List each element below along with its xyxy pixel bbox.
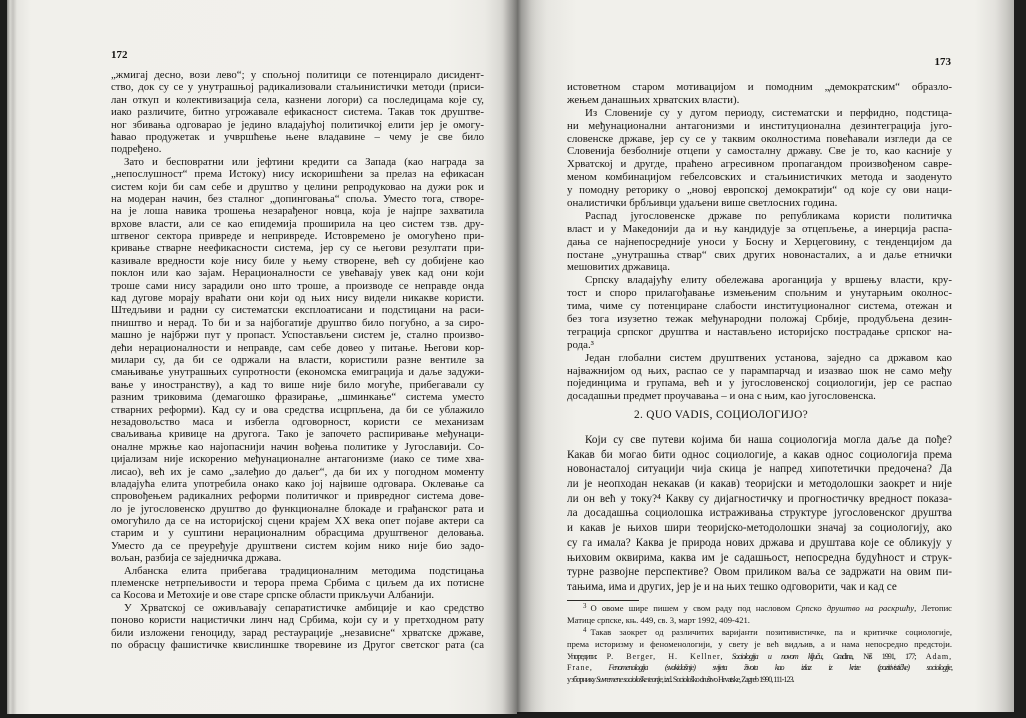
line-text: систем који би сам себе и друштво у целини репродуковао на дужи рок и xyxy=(111,180,484,193)
line-text: Словенија безболније отцепи у самосталну државу. Све је то, као касније у xyxy=(567,145,952,158)
text-line xyxy=(567,536,952,551)
footnote-text: према историзму и феноменологији, у свету је већ видљив, а и нама непосредно предстоји. xyxy=(567,638,952,649)
line-text: Распад југословенске државе по републикама користи политичка xyxy=(585,209,952,222)
footnote-text: Упоредити: xyxy=(567,651,607,661)
line-text: Хрватској и другде, праћено агресивном пропагандом произвођеном савре- xyxy=(567,158,952,171)
line-text: оналне мржње као најопаснији начин вођења политике у Југославији. Со- xyxy=(111,440,484,453)
footnote-text: , xyxy=(950,663,952,673)
text-line xyxy=(111,131,484,143)
line-text: ли је неопходан некакав (и какав) теоријски и методолошки заокрет и није xyxy=(567,478,952,491)
line-text: најважнијом од њих, распао се у парампарчад и изазвао шок не само међу xyxy=(567,364,952,377)
footnote-number: 3 xyxy=(583,602,587,610)
line-text: племенске нетрпељивости и терора према Србима с циљем да их потисне xyxy=(111,577,484,590)
line-text: без тога изузетно тежак међународни положај Србије, продубљена дезин- xyxy=(567,313,952,326)
line-text: новонасталој ситуацији чија скица је напред хипотетички предочена? Да xyxy=(567,463,952,476)
line-text: њиховим оквирима, каква им је садашњост, непосредна будућност и струк- xyxy=(567,551,952,564)
line-text: ство, док су се у унутрашњој радикализовали стаљинистички методи (приси- xyxy=(111,81,484,94)
text-line xyxy=(111,391,484,403)
line-text: иако различите, битно угрожавале ефикасност система. Такав ток друштве- xyxy=(111,106,484,119)
line-text: смањивање унутрашњих супротности (економска емиграција и даље задужи- xyxy=(111,366,484,379)
text-line xyxy=(111,503,484,515)
footnote-line-text xyxy=(583,627,952,637)
line-text: су га имала? Каква је природа нових држава и друштава које се обликују у xyxy=(567,536,952,549)
line-text: Један глобални систем друштвених установа, заједно са државом као xyxy=(585,351,952,364)
text-line xyxy=(111,156,484,168)
footnote-line-text xyxy=(567,663,952,672)
text-line xyxy=(111,404,484,416)
footnote-text: , xyxy=(589,663,609,673)
text-line xyxy=(111,143,484,155)
line-text: троше сами нису зарадили оно што троше, а производе се неправде онда xyxy=(111,279,484,292)
line-text: рода.³ xyxy=(567,338,594,351)
text-line xyxy=(567,249,952,262)
line-text: стварних реформи). Кад су и ова средства исцрпљена, да би се ублажило xyxy=(111,403,484,416)
text-line xyxy=(567,551,952,566)
text-line xyxy=(111,466,484,478)
paragraph xyxy=(567,274,952,351)
text-line xyxy=(111,639,484,651)
line-text: ног збивања одговарао је једино владајућој политичкој елити јер је омогу- xyxy=(111,118,484,131)
line-text: на је лоша навика трошења незарађеног новца, која је најпре захватила xyxy=(111,205,484,218)
line-text: тима, чиме су потенциране слабости институционалног система, отежан и xyxy=(567,300,952,313)
text-line xyxy=(111,119,484,131)
line-text: поклон или као зајам. Нерационалности се увећавају увек кад они који xyxy=(111,267,484,280)
text-line xyxy=(111,317,484,329)
line-text: жењем данашњих хрватских власти). xyxy=(567,93,740,106)
text-line xyxy=(111,602,484,614)
footnote xyxy=(567,603,952,627)
text-line xyxy=(111,280,484,292)
text-line xyxy=(567,158,952,171)
text-line xyxy=(111,565,484,577)
text-line xyxy=(111,478,484,490)
line-text: истоветном старом мотивацијом и помодним „демократским“ образло- xyxy=(567,81,952,93)
text-line xyxy=(111,540,484,552)
line-text: лисао), већ их је само „залеђио до даљег“, да би их у погодном моменту xyxy=(111,465,484,478)
text-line xyxy=(567,81,952,94)
line-text: незадовољство маса и избегла одговорност, користи се механизам xyxy=(111,415,484,428)
line-text: по обрасцу фашистичке квислиншке творевине из Другог светског рата (са xyxy=(111,638,484,651)
line-text: досадашњи предмет проучавања – и она с њим, као југословенска. xyxy=(567,390,876,403)
line-text: Из Словеније су у дугом периоду, систематски и перфидно, подстица- xyxy=(585,106,952,119)
text-line xyxy=(111,342,484,354)
text-line xyxy=(567,287,952,300)
line-text: ло је југословенско друштво до функционалне блокаде и грађанског рата и xyxy=(111,502,484,515)
left-page-body-text xyxy=(111,69,484,651)
line-text: тањима, има и других, јер је и на њих тешко одговорити, чак и кад се xyxy=(567,580,897,593)
text-line xyxy=(567,565,952,580)
footnote-line xyxy=(567,662,952,674)
text-line xyxy=(567,197,952,210)
text-line xyxy=(111,168,484,180)
page-number: 173 xyxy=(934,56,951,68)
footnote-number: 4 xyxy=(583,626,587,634)
text-line xyxy=(111,267,484,279)
footnote-text: у зборнику xyxy=(567,675,596,685)
line-text: тост и споро прилагођавање измењеним спољним и унутарњим околнос- xyxy=(567,287,952,300)
line-text: вање у иностранству), а кад то више није било могуће, прибегавали су xyxy=(111,378,484,391)
text-line xyxy=(111,193,484,205)
footnote-line xyxy=(567,603,952,615)
line-text: и какав је њихов шири теоријско-методолошки значај за социологију, ако xyxy=(567,522,952,535)
footnote-text: Матице српске, књ. 449, св. 3, март 1992, 409-421. xyxy=(567,614,750,625)
footnote-text: , Летопис xyxy=(914,603,952,613)
text-line xyxy=(111,416,484,428)
text-line xyxy=(567,377,952,390)
paragraph xyxy=(111,602,484,652)
footnote-text: Такав заокрет од различитих варијанти позитивистичке, па и критичке социологије, xyxy=(590,626,952,637)
text-line xyxy=(567,300,952,313)
line-text: кривање стварне неефикасности система, јер су се његови резултати при- xyxy=(111,242,484,255)
footnote-text: Adam, xyxy=(925,651,953,661)
text-line xyxy=(111,441,484,453)
paragraph xyxy=(111,69,484,156)
text-line xyxy=(111,627,484,639)
text-line xyxy=(111,614,484,626)
line-text: дања се најнепосредније уноси у Босну и Херцеговину, с тенденцијом да xyxy=(567,235,952,248)
text-line xyxy=(567,120,952,133)
text-line xyxy=(567,184,952,197)
text-line xyxy=(111,354,484,366)
paragraph xyxy=(567,107,952,210)
line-text: „непослушност“ према Истоку) нису искоришћени за прелаз на ефикасан xyxy=(111,168,484,181)
text-line xyxy=(567,462,952,477)
line-text: „жмигај десно, вози лево“; у спољној политици се потенцирало дисидент- xyxy=(111,69,484,81)
text-line xyxy=(111,379,484,391)
text-line xyxy=(567,365,952,378)
line-text: Албанска елита прибегава традиционалним методима подстицања xyxy=(124,564,484,577)
paragraph xyxy=(567,352,952,404)
line-text: спровођењем радикалних реформи политичког и привредног система дове- xyxy=(111,490,484,503)
line-text: теграција српског друштва и настављено историјско пострадање српског на- xyxy=(567,325,952,338)
text-line xyxy=(111,181,484,193)
text-line xyxy=(567,580,952,595)
line-text: Зато и бесповратни или јефтини кредити са Запада (као награда за xyxy=(124,155,484,168)
text-line xyxy=(111,242,484,254)
line-text: оналистички брбљивци удаљени више светлосних година. xyxy=(567,197,838,210)
text-line xyxy=(111,329,484,341)
text-line xyxy=(567,390,952,403)
footnote xyxy=(567,627,952,686)
line-text: старим и у суштини нерационалним обрасцима друштвеног деловања. xyxy=(111,527,484,540)
text-line xyxy=(111,366,484,378)
text-line xyxy=(567,506,952,521)
line-text: постане „унутрашња ствар“ свих других новонасталих, а и даље етнички xyxy=(567,248,952,261)
line-text: пништво и нерад. То би и за најбогатије друштво било погубно, а за сиро- xyxy=(111,316,484,329)
text-line xyxy=(111,428,484,440)
line-text: омогућило да се на историјској сцени крајем XX века опет појаве актери са xyxy=(111,515,484,528)
line-text: У Хрватској се оживљавају сепаратистичке амбиције и као средство xyxy=(124,601,484,614)
text-line xyxy=(567,326,952,339)
line-text: поново користи нацистички линч над Србима, који су и у претходном рату xyxy=(111,614,484,627)
line-text: лан откуп и колективизација села, казнени логори) са последицама које су, xyxy=(111,93,484,106)
line-text: подређено. xyxy=(111,143,162,156)
text-line xyxy=(111,577,484,589)
line-text: вољан, разбија се заједничка држава. xyxy=(111,552,282,565)
page-number: 172 xyxy=(111,49,128,61)
footnote-text: Frane xyxy=(567,663,590,673)
line-text: ли он већ у току?⁴ Какву су дијагностичку и прогностичку вредност показа- xyxy=(567,492,952,505)
line-text: штвеног сектора привреде и непривреде. Истовремено је омогућено при- xyxy=(111,230,484,243)
text-line xyxy=(111,304,484,316)
footnote-text: , xyxy=(720,651,732,661)
line-text: машно је најбржи пут у пропаст. Успостављени систем је, стално произво- xyxy=(111,329,484,342)
line-text: ла досадашња социолошка истраживања структуре југословенског друштва xyxy=(567,507,952,520)
text-line xyxy=(567,107,952,120)
footnote-line-text xyxy=(583,603,952,613)
line-text: кад дугове морају враћати они који од њих нису видели никакве користи. xyxy=(111,292,484,305)
line-text: власт и у Македонији да и њу кандидује за отцепљење, а инерција распа- xyxy=(567,222,952,235)
line-text: цијализам није искоренио међунационалне антагонизме (иако се тиме хва- xyxy=(111,453,484,466)
text-line xyxy=(111,230,484,242)
text-line xyxy=(567,433,952,448)
text-line xyxy=(111,527,484,539)
paragraph xyxy=(111,565,484,602)
footnote-title: Fenomenologija (svakidašnje) svijeta života kao izlaz iz krize (pozitivističke) sociologije xyxy=(608,663,951,673)
text-line xyxy=(567,236,952,249)
section-body-text xyxy=(567,433,952,595)
footnote-title: Sociologija u novom ključu xyxy=(731,651,822,661)
line-text: Штедљиви и радни су систематски експлоатисани и подстицани на раси- xyxy=(111,304,484,317)
text-line xyxy=(567,352,952,365)
text-line xyxy=(567,339,952,352)
footnote-text: О овоме шире пишем у свом раду под насловом xyxy=(590,603,796,613)
footnote-line xyxy=(567,627,952,639)
footnote-title: Српско друштво на раскршћу xyxy=(795,603,915,613)
line-text: словенске државе, јер су се у таквим околностима повећавали изгледи да се xyxy=(567,132,952,145)
line-text: турне развојне перспективе? Овом приликом ваља се задржати на овим пи- xyxy=(567,566,952,579)
paragraph xyxy=(567,81,952,107)
line-text: Уместо да се преуређује друштвени систем којим нико није био задо- xyxy=(111,539,484,552)
line-text: ћавао продужетак и учвршћење њене владавине – чему је све било xyxy=(111,130,484,143)
footnote-line xyxy=(567,651,952,663)
section-heading: 2. QUO VADIS, СОЦИОЛОГИЈО? xyxy=(634,409,808,421)
footnote-title: Suvremene sociološke teorije xyxy=(595,675,662,685)
footnote-line xyxy=(567,674,952,686)
line-text: врхове власти, али се као епидемија проширила на цео систем тзв. дру- xyxy=(111,217,484,230)
footnote-line-text xyxy=(567,652,952,661)
text-line xyxy=(111,94,484,106)
text-line xyxy=(111,255,484,267)
line-text: појединцима и групама, већ и у југословенској социологији, јер се распао xyxy=(567,377,952,390)
text-line xyxy=(111,106,484,118)
text-line xyxy=(567,313,952,326)
text-line xyxy=(567,448,952,463)
line-text: разним триковима (демагошко фразирање, „шминкање“ система уместо xyxy=(111,391,484,404)
text-line xyxy=(567,492,952,507)
line-text: меном комбинацијом гебелсовских и стаљинистичких метода и заоденуто xyxy=(567,171,952,184)
paragraph xyxy=(567,210,952,274)
line-text: Какав би могао бити однос социологије, а какав однос социологија према xyxy=(567,448,952,461)
text-line xyxy=(567,521,952,536)
line-text: Који су све путеви којима би наша социологија могла даље да пође? xyxy=(585,434,952,446)
text-line xyxy=(111,205,484,217)
right-page xyxy=(517,0,1014,712)
text-line xyxy=(567,223,952,236)
footnotes xyxy=(567,603,952,686)
right-page-body-text xyxy=(567,81,952,403)
text-line xyxy=(111,453,484,465)
text-line xyxy=(111,515,484,527)
text-line xyxy=(567,133,952,146)
text-line xyxy=(567,94,952,107)
footnote-line-text xyxy=(567,675,794,684)
text-line xyxy=(111,490,484,502)
line-text: дећи нерационалности и неправде, сам себе довео у питање. Његови кор- xyxy=(111,341,484,354)
text-line xyxy=(111,69,484,81)
footnote-text: P. Berger, H. Kellner xyxy=(606,651,721,661)
footnote-line-text xyxy=(567,615,750,625)
footnote-line xyxy=(567,639,952,651)
line-text: владајућа елита употребила онако како јој највише одговара. Оклевање са xyxy=(111,477,484,490)
text-line xyxy=(111,218,484,230)
line-text: Српску владајућу елиту обележава ароганција у вршењу власти, кру- xyxy=(585,274,952,287)
left-page xyxy=(7,0,517,714)
text-line xyxy=(567,145,952,158)
text-line xyxy=(567,171,952,184)
line-text: казивале вредности које нису биле у њему створене, већ су добијене као xyxy=(111,254,484,267)
line-text: милари су, да би се одржали на власти, користили разне вентиле за xyxy=(111,353,484,366)
footnote-rule xyxy=(567,600,639,601)
line-text: ни међунационални антагонизми и институционална дезинтеграција југо- xyxy=(567,119,952,132)
text-line xyxy=(567,477,952,492)
line-text: били изложени геноциду, зарад рестаурације „независне“ хрватске државе, xyxy=(111,626,484,639)
footnote-text: , izd. Sociološko društvo Hrvatske, Zagreb 1990, 111-123. xyxy=(661,675,794,685)
line-text: сваљивања кривице на другога. Тако је започето распиривање међунаци- xyxy=(111,428,484,441)
text-line xyxy=(111,552,484,564)
line-text: мешовитих државица. xyxy=(567,261,670,274)
text-line xyxy=(111,589,484,601)
line-text: у помодну реторику о „новој европској демократији“ од које су ови наци- xyxy=(567,184,952,197)
footnote-text: , Gradina, Niš 1991, 177; xyxy=(821,651,926,661)
paragraph xyxy=(567,433,952,595)
paragraph xyxy=(111,156,484,565)
line-text: на модеран начин, без сталног „допинговања“ споља. Уместо тога, створе- xyxy=(111,192,484,205)
text-line xyxy=(567,210,952,223)
text-line xyxy=(567,274,952,287)
text-line xyxy=(111,81,484,93)
line-text: са Косова и Метохије и ове старе српске области прикључи Албанији. xyxy=(111,589,435,602)
text-line xyxy=(567,261,952,274)
footnote-line-text xyxy=(567,639,952,649)
text-line xyxy=(111,292,484,304)
footnote-line xyxy=(567,615,952,627)
